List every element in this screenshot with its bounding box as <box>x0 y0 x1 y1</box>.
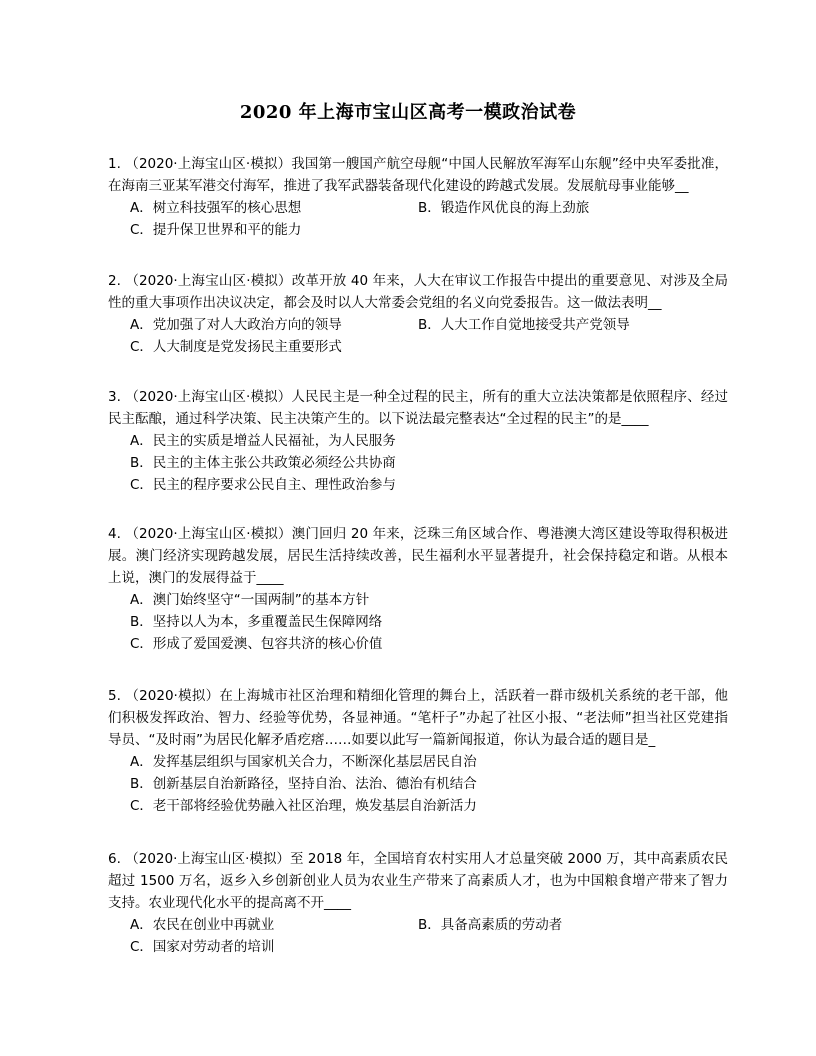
option-a: A．树立科技强军的核心思想 <box>130 200 302 216</box>
question-stem: 6. （2020·上海宝山区·模拟）至 2018 年，全国培育农村实用人才总量突破 2000 万，其中高素质农民超过 1500 万名，返乡入乡创新创业人员为农业生产带来了高素质人才，也为中国粮食增产带来了智力支持。农业现代化水平的提高离不开____ <box>108 851 728 911</box>
question-6 <box>108 848 728 958</box>
options <box>130 430 728 496</box>
options <box>130 751 728 817</box>
question-stem: 5. （2020·模拟）在上海城市社区治理和精细化管理的舞台上，活跃着一群市级机关系统的老干部，他们积极发挥政治、智力、经验等优势，各显神通。“笔杆子”办起了社区小报、“老法师”担当社区党建指导员、“及时雨”为居民化解矛盾疙瘩……如要以此写一篇新闻报道，你认为最合适的题目是_ <box>108 688 728 748</box>
option-c: C．国家对劳动者的培训 <box>130 939 275 955</box>
question-5 <box>108 685 728 817</box>
option-a: A．发挥基层组织与国家机关合力，不断深化基层居民自治 <box>130 754 477 770</box>
option-b: B．人大工作自觉地接受共产党领导 <box>418 317 630 333</box>
question-stem: 3. （2020·上海宝山区·模拟）人民民主是一种全过程的民主，所有的重大立法决策都是依照程序、经过民主酝酿，通过科学决策、民主决策产生的。以下说法最完整表达“全过程的民主”的是____ <box>108 389 728 427</box>
question-3 <box>108 386 728 496</box>
question-stem: 1. （2020·上海宝山区·模拟）我国第一艘国产航空母舰“中国人民解放军海军山东舰”经中央军委批准，在海南三亚某军港交付海军，推进了我军武器装备现代化建设的跨越式发展。发展航母事业能够__ <box>108 156 728 194</box>
option-b: B．民主的主体主张公共政策必须经公共协商 <box>130 455 396 471</box>
option-a: A．党加强了对人大政治方向的领导 <box>130 317 342 333</box>
question-stem: 4. （2020·上海宝山区·模拟）澳门回归 20 年来，泛珠三角区域合作、粤港澳大湾区建设等取得积极进展。澳门经济实现跨越发展，居民生活持续改善，民生福利水平显著提升，社会保持稳定和谐。从根本上说，澳门的发展得益于____ <box>108 526 728 586</box>
options <box>130 914 728 958</box>
question-1 <box>108 153 728 241</box>
question-4 <box>108 523 728 655</box>
options <box>130 314 728 358</box>
option-a: A．澳门始终坚守“一国两制”的基本方针 <box>130 592 370 608</box>
option-c: C．民主的程序要求公民自主、理性政治参与 <box>130 477 396 493</box>
option-c: C．老干部将经验优势融入社区治理，焕发基层自治新活力 <box>130 798 477 814</box>
options <box>130 589 728 655</box>
option-a: A．民主的实质是增益人民福祉，为人民服务 <box>130 433 396 449</box>
option-b: B．坚持以人为本，多重覆盖民生保障网络 <box>130 614 383 630</box>
option-c: C．形成了爱国爱澳、包容共济的核心价值 <box>130 636 383 652</box>
option-b: B．创新基层自治新路径，坚持自治、法治、德治有机结合 <box>130 776 477 792</box>
question-stem: 2. （2020·上海宝山区·模拟）改革开放 40 年来，人大在审议工作报告中提出的重要意见、对涉及全局性的重大事项作出决议决定，都会及时以人大常委会党组的名义向党委报告。这一做法表明__ <box>108 273 728 311</box>
question-2 <box>108 270 728 358</box>
option-b: B．锻造作风优良的海上劲旅 <box>418 200 590 216</box>
option-c: C．提升保卫世界和平的能力 <box>130 222 302 238</box>
options <box>130 197 728 241</box>
option-c: C．人大制度是党发扬民主重要形式 <box>130 339 342 355</box>
option-b: B．具备高素质的劳动者 <box>418 917 563 933</box>
option-a: A．农民在创业中再就业 <box>130 917 275 933</box>
document-title: 2020 年上海市宝山区高考一模政治试卷 <box>239 102 577 123</box>
